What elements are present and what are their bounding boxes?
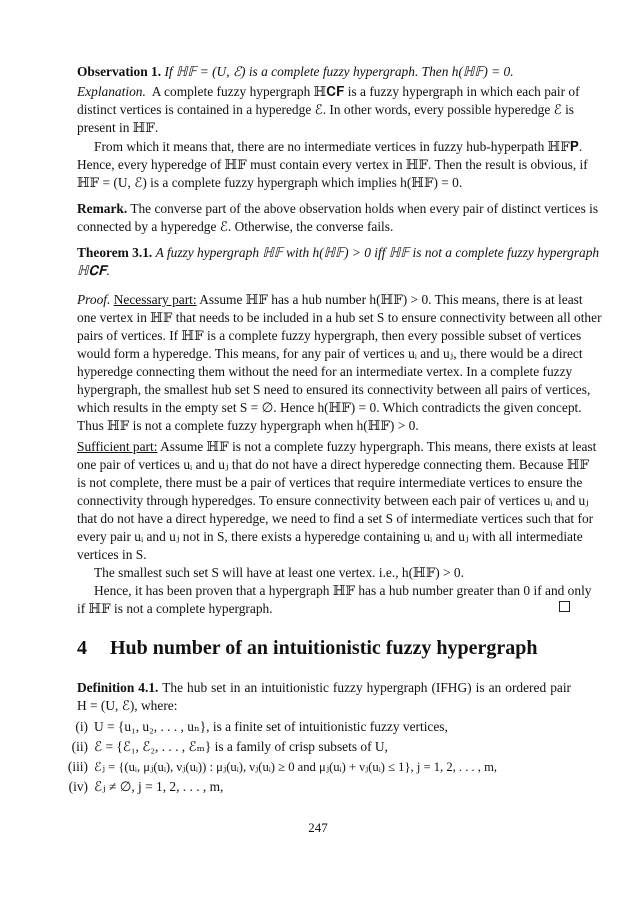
conclusion-line-2: if ℍ𝔽 is not a complete hypergraph. <box>77 601 273 616</box>
page-number: 247 <box>308 820 328 835</box>
explanation-line-1: Explanation. A complete fuzzy hypergraph ℍ𝐂𝐅 is a fuzzy hypergraph in which each pair of <box>77 84 580 99</box>
proof-line-7: which results in the empty set S = ∅. Hence h(ℍ𝔽) = 0. Which contradicts the given concept. <box>77 400 582 415</box>
section-number: 4 <box>77 637 87 659</box>
proof-line-1: Proof. Necessary part: Assume ℍ𝔽 has a hub number h(ℍ𝔽) > 0. This means, there is at least <box>77 292 583 307</box>
theorem-label: Theorem 3.1. <box>77 245 153 260</box>
remark-label: Remark. <box>77 201 128 216</box>
remark-line-1: Remark. The converse part of the above observation holds when every pair of distinct vertices is <box>77 201 599 216</box>
definition-line-1: Definition 4.1. The hub set in an intuitionistic fuzzy hypergraph (IFHG) is an ordered pair <box>77 680 572 695</box>
definition-item-iii: (iii) ℰⱼ = {(uᵢ, μⱼ(uᵢ), νⱼ(uᵢ)) : μⱼ(uᵢ), νⱼ(uᵢ) ≥ 0 and μⱼ(uᵢ) + νⱼ(uᵢ) ≤ 1}, j = 1, 2, . . . , m, <box>67 759 498 774</box>
definition-item-iv: (iv) ℰⱼ ≠ ∅, j = 1, 2, . . . , m, <box>68 779 224 794</box>
observation-statement: If ℍ𝔽 = (U, ℰ) is a complete fuzzy hypergraph. Then h(ℍ𝔽) = 0. <box>164 64 514 79</box>
proof-line-3: pairs of vertices. If ℍ𝔽 is a complete fuzzy hypergraph, then every possible subset of vertices <box>77 328 582 343</box>
qed-box-icon <box>559 601 570 612</box>
definition-item-ii: (ii) ℰ = {ℰ₁, ℰ₂, . . . , ℰₘ} is a family of crisp subsets of U, <box>71 739 388 754</box>
sufficient-line-5: that do not have a direct hyperedge, we need to find a set S of intermediate vertices such that for <box>77 511 594 526</box>
explanation-label: Explanation. <box>77 84 146 99</box>
explanation-line-2: distinct vertices is contained in a hyperedge ℰ. In other words, every possible hyperedge ℰ is <box>77 102 575 117</box>
smallest-set-line: The smallest such set S will have at least one vertex. i.e., h(ℍ𝔽) > 0. <box>94 565 464 580</box>
proof-line-2: one vertex in ℍ𝔽 that needs to be included in a hub set S to ensure connectivity between all other <box>77 310 602 325</box>
section-title: Hub number of an intuitionistic fuzzy hypergraph <box>110 637 538 659</box>
proof-line-5: hyperedge connecting them without the need for an intermediate vertex. In a complete fuzzy <box>77 364 573 379</box>
proof-label: Proof. <box>77 292 111 307</box>
sufficient-line-6: every pair uᵢ and uⱼ not in S, there exists a hyperedge containing uᵢ and uⱼ with all intermediate <box>77 529 583 544</box>
sufficient-line-2: one pair of vertices uᵢ and uⱼ that do not have a direct hyperedge connecting them. Because ℍ𝔽 <box>77 457 589 472</box>
definition-line-2: H = (U, ℰ), where: <box>77 698 178 713</box>
definition-label: Definition 4.1. <box>77 680 159 695</box>
necessary-part-label: Necessary part: <box>113 292 197 307</box>
proof-line-6: hypergraph, the smallest hub set S need to ensured its connectivity between all pairs of vertices, <box>77 382 591 397</box>
conclusion-line-1: Hence, it has been proven that a hypergraph ℍ𝔽 has a hub number greater than 0 if and only <box>94 583 592 598</box>
sufficient-line-7: vertices in S. <box>77 547 147 562</box>
observation-label: Observation 1. <box>77 64 162 79</box>
sufficient-line-4: connectivity through hyperedges. To ensure connectivity between each pair of vertices uᵢ and uⱼ <box>77 493 589 508</box>
theorem-line-1: Theorem 3.1. A fuzzy hypergraph ℍ𝔽 with h(ℍ𝔽) > 0 iff ℍ𝔽 is not a complete fuzzy hypergraph <box>77 245 600 260</box>
definition-item-i: (i) U = {u₁, u₂, . . . , uₙ}, is a finite set of intuitionistic fuzzy vertices, <box>75 719 448 734</box>
section-heading <box>77 637 537 660</box>
explanation-para2-line-2: Hence, every hyperedge of ℍ𝔽 must contain every vertex in ℍ𝔽. Then the result is obvious, if <box>77 157 588 172</box>
sufficient-part-label: Sufficient part: <box>77 439 158 454</box>
explanation-para2-line-3: ℍ𝔽 = (U, ℰ) is a complete fuzzy hypergraph which implies h(ℍ𝔽) = 0. <box>77 175 463 190</box>
theorem-line-2: ℍ𝐂𝐅. <box>77 263 110 278</box>
proof-line-8: Thus ℍ𝔽 is not a complete fuzzy hypergraph when h(ℍ𝔽) > 0. <box>77 418 419 433</box>
explanation-para2-line-1: From which it means that, there are no intermediate vertices in fuzzy hub-hyperpath ℍ𝔽𝐏. <box>94 139 583 154</box>
observation <box>77 63 571 80</box>
explanation-line-3: present in ℍ𝔽. <box>77 120 159 135</box>
sufficient-line-3: is not complete, there must be a pair of vertices that require intermediate vertices to ensure the <box>77 475 583 490</box>
remark-line-2: connected by a hyperedge ℰ. Otherwise, the converse fails. <box>77 219 394 234</box>
sufficient-line-1: Sufficient part: Assume ℍ𝔽 is not a complete fuzzy hypergraph. This means, there exists at least <box>77 439 597 454</box>
proof-line-4: would form a hyperedge. This means, for any pair of vertices uᵢ and uⱼ, there would be a direct <box>77 346 583 361</box>
